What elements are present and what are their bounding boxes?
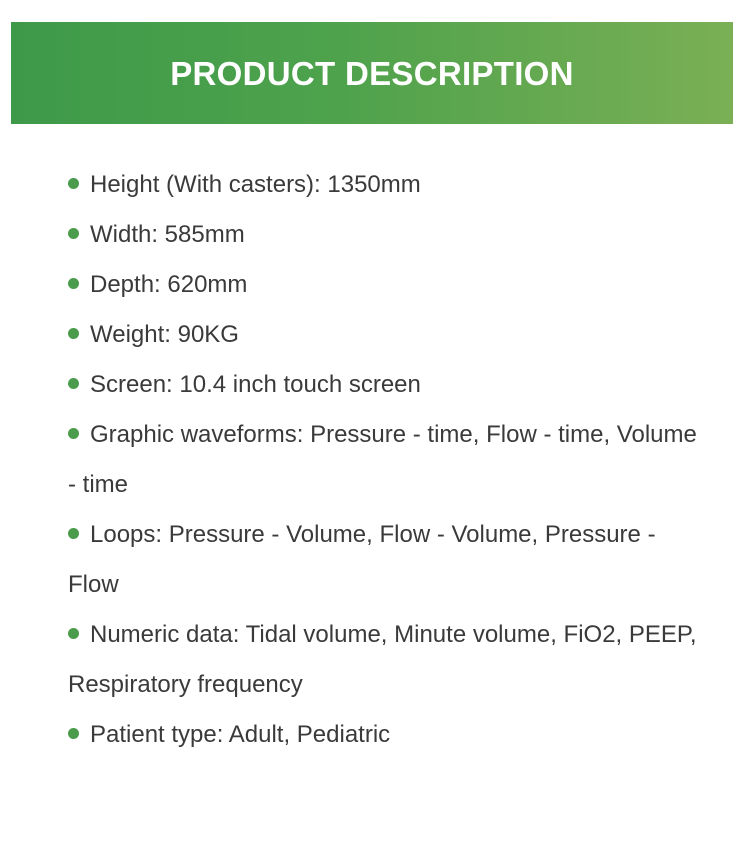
bullet-dot-icon bbox=[68, 278, 79, 289]
spec-item-height bbox=[68, 160, 708, 210]
bullet-dot-icon bbox=[68, 428, 79, 439]
section-header-banner bbox=[11, 22, 733, 124]
spec-text: Patient type: Adult, Pediatric bbox=[90, 721, 391, 748]
spec-text: Numeric data: Tidal volume, Minute volume, FiO2, PEEP, Respiratory frequency bbox=[68, 621, 697, 698]
bullet-dot-icon bbox=[68, 178, 79, 189]
spec-text: Height (With casters): 1350mm bbox=[90, 171, 421, 198]
bullet-dot-icon bbox=[68, 228, 79, 239]
spec-text: Screen: 10.4 inch touch screen bbox=[90, 371, 421, 398]
section-title: PRODUCT DESCRIPTION bbox=[170, 55, 574, 92]
spec-item-loops bbox=[68, 510, 708, 610]
spec-text: Weight: 90KG bbox=[90, 321, 239, 348]
spec-text: Width: 585mm bbox=[90, 221, 245, 248]
spec-list bbox=[68, 160, 708, 760]
spec-text: Loops: Pressure - Volume, Flow - Volume, Pressure - Flow bbox=[68, 521, 656, 598]
spec-item-graphic-waveforms bbox=[68, 410, 708, 510]
spec-item-weight bbox=[68, 310, 708, 360]
bullet-dot-icon bbox=[68, 628, 79, 639]
spec-item-patient-type bbox=[68, 710, 708, 760]
spec-item-screen bbox=[68, 360, 708, 410]
bullet-dot-icon bbox=[68, 378, 79, 389]
spec-item-width bbox=[68, 210, 708, 260]
bullet-dot-icon bbox=[68, 728, 79, 739]
spec-item-depth bbox=[68, 260, 708, 310]
bullet-dot-icon bbox=[68, 528, 79, 539]
spec-text: Graphic waveforms: Pressure - time, Flow - time, Volume - time bbox=[68, 421, 697, 498]
spec-item-numeric-data bbox=[68, 610, 708, 710]
bullet-dot-icon bbox=[68, 328, 79, 339]
spec-text: Depth: 620mm bbox=[90, 271, 248, 298]
